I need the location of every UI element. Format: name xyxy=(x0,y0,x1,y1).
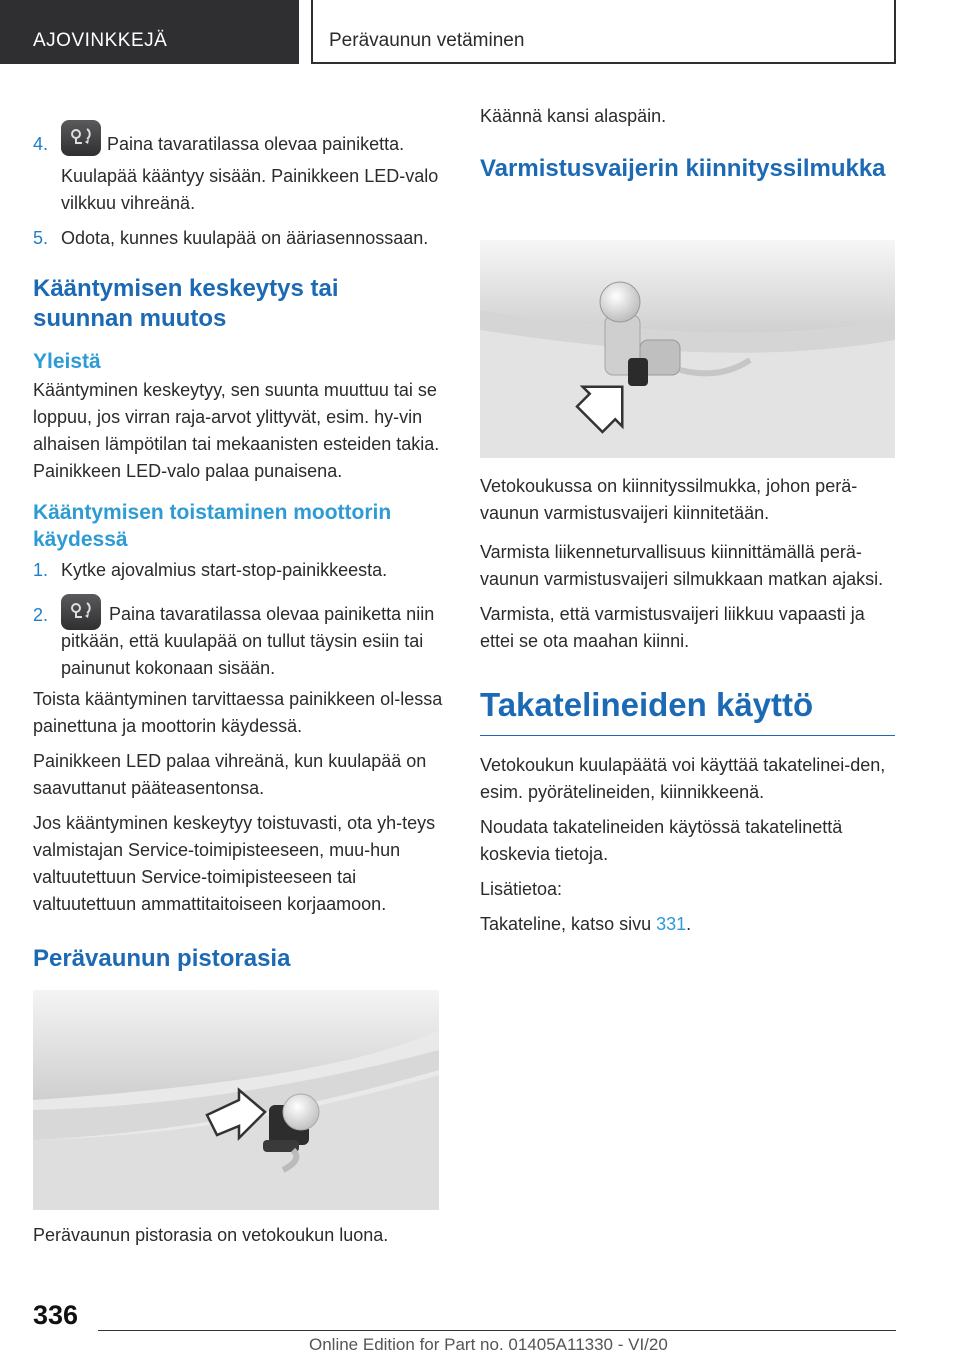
repeat-paragraph-2: Painikkeen LED palaa vihreänä, kun kuulapää on saavuttanut pääteasentonsa. xyxy=(33,751,427,798)
repeat-paragraph-3: Jos kääntyminen keskeytyy toistuvasti, ota yh-teys valmistajan Service-toimipisteeseen, muu-hun valtuutettuun Service-toimipisteeseen tai valtuutettuun ammattitaitoiseen korjaamoon. xyxy=(33,813,436,914)
eyelet-paragraph-3: Varmista, että varmistusvaijeri liikkuu vapaasti ja ettei se ota maahan kiinni. xyxy=(480,604,865,651)
heading-interrupt: Kääntymisen keskeytys tai suunnan muutos xyxy=(33,275,339,332)
repeat-paragraph-1: Toista kääntyminen tarvittaessa painikkeen ol-lessa painettuna ja moottorin käydessä. xyxy=(33,689,443,736)
rack-paragraph-1: Vetokoukun kuulapäätä voi käyttää takatelinei-den, esim. pyörätelineiden, kiinnikkeenä. xyxy=(480,755,886,802)
right-column-lower xyxy=(480,473,895,938)
eyelet-paragraph-2: Varmista liikenneturvallisuus kiinnittämällä perä-vaunun varmistusvaijeri silmukkaan matkan ajaksi. xyxy=(480,542,884,589)
step-text: Paina tavaratilassa olevaa painiketta niin pitkään, että kuulapää on tullut täysin esiin tai painunut kokonaan sisään. xyxy=(61,604,435,678)
footer-rule xyxy=(98,1330,896,1331)
repeat-step-2 xyxy=(33,594,445,682)
step-4 xyxy=(33,120,445,161)
heading-repeat: Kääntymisen toistaminen moottorin käydessä xyxy=(33,501,392,551)
see-reference xyxy=(480,911,895,938)
trailer-socket-illustration xyxy=(33,990,439,1210)
safety-cable-eyelet-illustration xyxy=(480,240,895,458)
section-tab xyxy=(0,0,299,64)
step-number: 4. xyxy=(33,134,49,154)
step-4-note: Kuulapää kääntyy sisään. Painikkeen LED-valo vilkkuu vihreänä. xyxy=(61,166,439,213)
socket-caption: Perävaunun pistorasia on vetokoukun luona. xyxy=(33,1225,389,1245)
step-number: 5. xyxy=(33,228,49,248)
turn-cover-text: Käännä kansi alaspäin. xyxy=(480,106,667,126)
step-text: Paina tavaratilassa olevaa painiketta. xyxy=(107,134,405,154)
step-5 xyxy=(33,225,445,252)
heading-general: Yleistä xyxy=(33,350,101,373)
heading-rear-rack: Takatelineiden käyttö xyxy=(480,685,895,736)
right-column xyxy=(480,103,895,184)
see-end: . xyxy=(686,914,692,934)
eyelet-paragraph-1: Vetokoukussa on kiinnityssilmukka, johon perä-vaunun varmistusvaijeri kiinnitetään. xyxy=(480,476,858,523)
more-info-label: Lisätietoa: xyxy=(480,879,563,899)
section-label: AJOVINKKEJÄ xyxy=(33,30,168,51)
see-text: Takateline, katso sivu xyxy=(480,914,652,934)
general-text: Kääntyminen keskeytyy, sen suunta muuttuu tai se loppuu, jos virran raja-arvot ylittyvät, esim. hy-vin alhaisen lämpötilan tai mekaanisten esteiden takia. Painikkeen LED-valo palaa punaisena. xyxy=(33,380,440,481)
step-number: 2. xyxy=(33,605,49,625)
trunk-button-icon xyxy=(61,594,101,630)
topic-label: Perävaunun vetäminen xyxy=(329,30,525,51)
page-link[interactable]: 331 xyxy=(656,914,687,934)
footer-edition: Online Edition for Part no. 01405A11330 - VI/20 xyxy=(309,1335,668,1354)
topic-tab xyxy=(311,0,896,64)
heading-eyelet: Varmistusvaijerin kiinnityssilmukka xyxy=(480,155,886,182)
left-column xyxy=(33,120,445,974)
repeat-step-1 xyxy=(33,557,445,584)
step-text: Kytke ajovalmius start-stop-painikkeesta. xyxy=(61,560,388,580)
step-text: Odota, kunnes kuulapää on ääriasennossaan. xyxy=(61,228,429,248)
rack-paragraph-2: Noudata takatelineiden käytössä takatelinettä koskevia tietoja. xyxy=(480,817,843,864)
trunk-button-icon xyxy=(61,120,101,156)
step-number: 1. xyxy=(33,560,49,580)
page-number: 336 xyxy=(33,1300,79,1330)
heading-socket: Perävaunun pistorasia xyxy=(33,945,291,972)
